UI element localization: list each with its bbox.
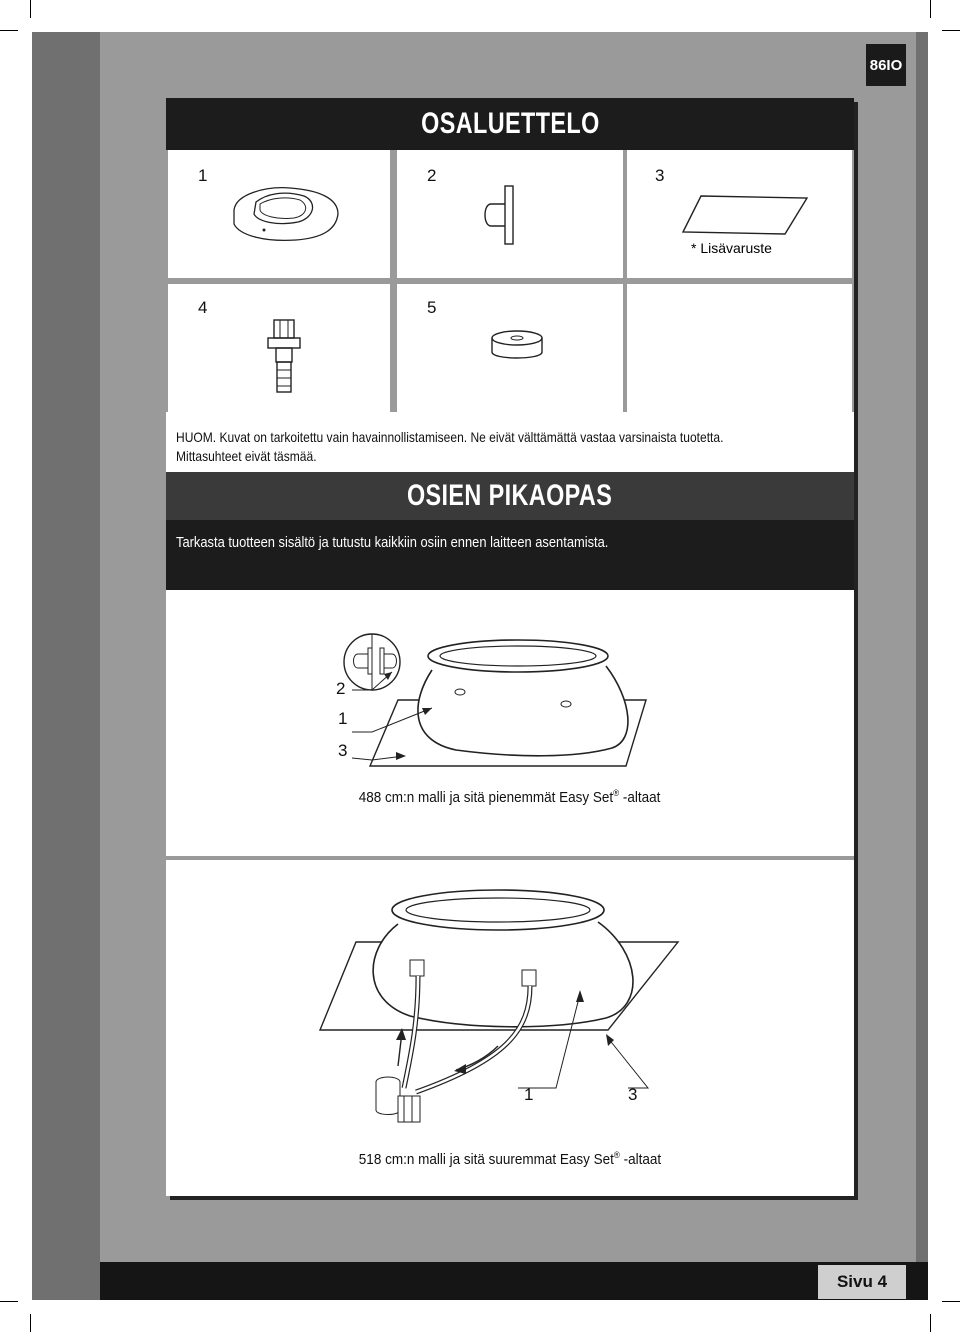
drain-plug-icon (477, 184, 527, 246)
quick-guide-intro: Tarkasta tuotteen sisältö ja tutustu kaikkiin osiin ennen laitteen asentamista. (176, 534, 609, 551)
quick-guide-intro-bar (166, 520, 854, 590)
crop-mark (930, 1314, 931, 1332)
pool-liner-icon (226, 180, 346, 250)
part-number: 1 (198, 166, 208, 185)
crop-mark (0, 1301, 18, 1302)
part-cell-5 (397, 284, 623, 412)
page-number-label: Sivu 4 (818, 1265, 906, 1299)
parts-grid (166, 150, 854, 412)
diagram-label-3: 3 (338, 741, 348, 760)
crop-mark (30, 1314, 31, 1332)
diagram-label-1: 1 (524, 1085, 534, 1104)
large-pool-caption (166, 1150, 854, 1168)
crop-mark (0, 30, 18, 31)
registered-mark: ® (613, 788, 620, 798)
caption-text: -altaat (619, 1151, 662, 1168)
caption-text: 488 cm:n malli ja sitä pienemmät Easy Set (359, 789, 614, 806)
small-pool-diagram (166, 590, 854, 856)
part-cell-4 (168, 284, 390, 412)
disclaimer-note (176, 428, 852, 466)
crop-mark (30, 0, 31, 18)
disclaimer-line: HUOM. Kuvat on tarkoitettu vain havainnollistamiseen. Ne eivät välttämättä vastaa varsinaista tuotetta. (176, 429, 724, 445)
large-pool-diagram (166, 860, 854, 1160)
repair-patch-icon (489, 328, 545, 364)
crop-mark (942, 30, 960, 31)
part-number: 5 (427, 298, 437, 317)
diagram-label-3: 3 (628, 1085, 638, 1104)
valve-connector-icon (264, 318, 304, 398)
disclaimer-line: Mittasuhteet eivät täsmää. (176, 448, 317, 464)
part-number: 2 (427, 166, 437, 185)
accessory-note: * Lisävaruste (691, 240, 772, 256)
crop-mark (942, 1301, 960, 1302)
small-pool-caption (166, 788, 854, 806)
diagram-label-1: 1 (338, 709, 348, 728)
caption-text: 518 cm:n malli ja sitä suuremmat Easy Set (358, 1151, 614, 1168)
crop-mark (930, 0, 931, 18)
part-number: 4 (198, 298, 208, 317)
footer-bar (100, 1262, 928, 1300)
part-number: 3 (655, 166, 665, 185)
registered-mark: ® (613, 1150, 620, 1160)
part-cell-2 (397, 150, 623, 278)
ground-cloth-icon (681, 194, 811, 240)
part-cell-3 (627, 150, 852, 278)
quick-guide-title: OSIEN PIKAOPAS (166, 472, 854, 520)
diagram-label-2: 2 (336, 679, 346, 698)
part-cell-1 (168, 150, 390, 278)
model-code-badge: 86IO (866, 44, 906, 86)
part-cell-empty (627, 284, 852, 412)
caption-text: -altaat (619, 789, 661, 806)
content-panel (166, 98, 854, 1196)
parts-list-title: OSALUETTELO (166, 98, 854, 150)
